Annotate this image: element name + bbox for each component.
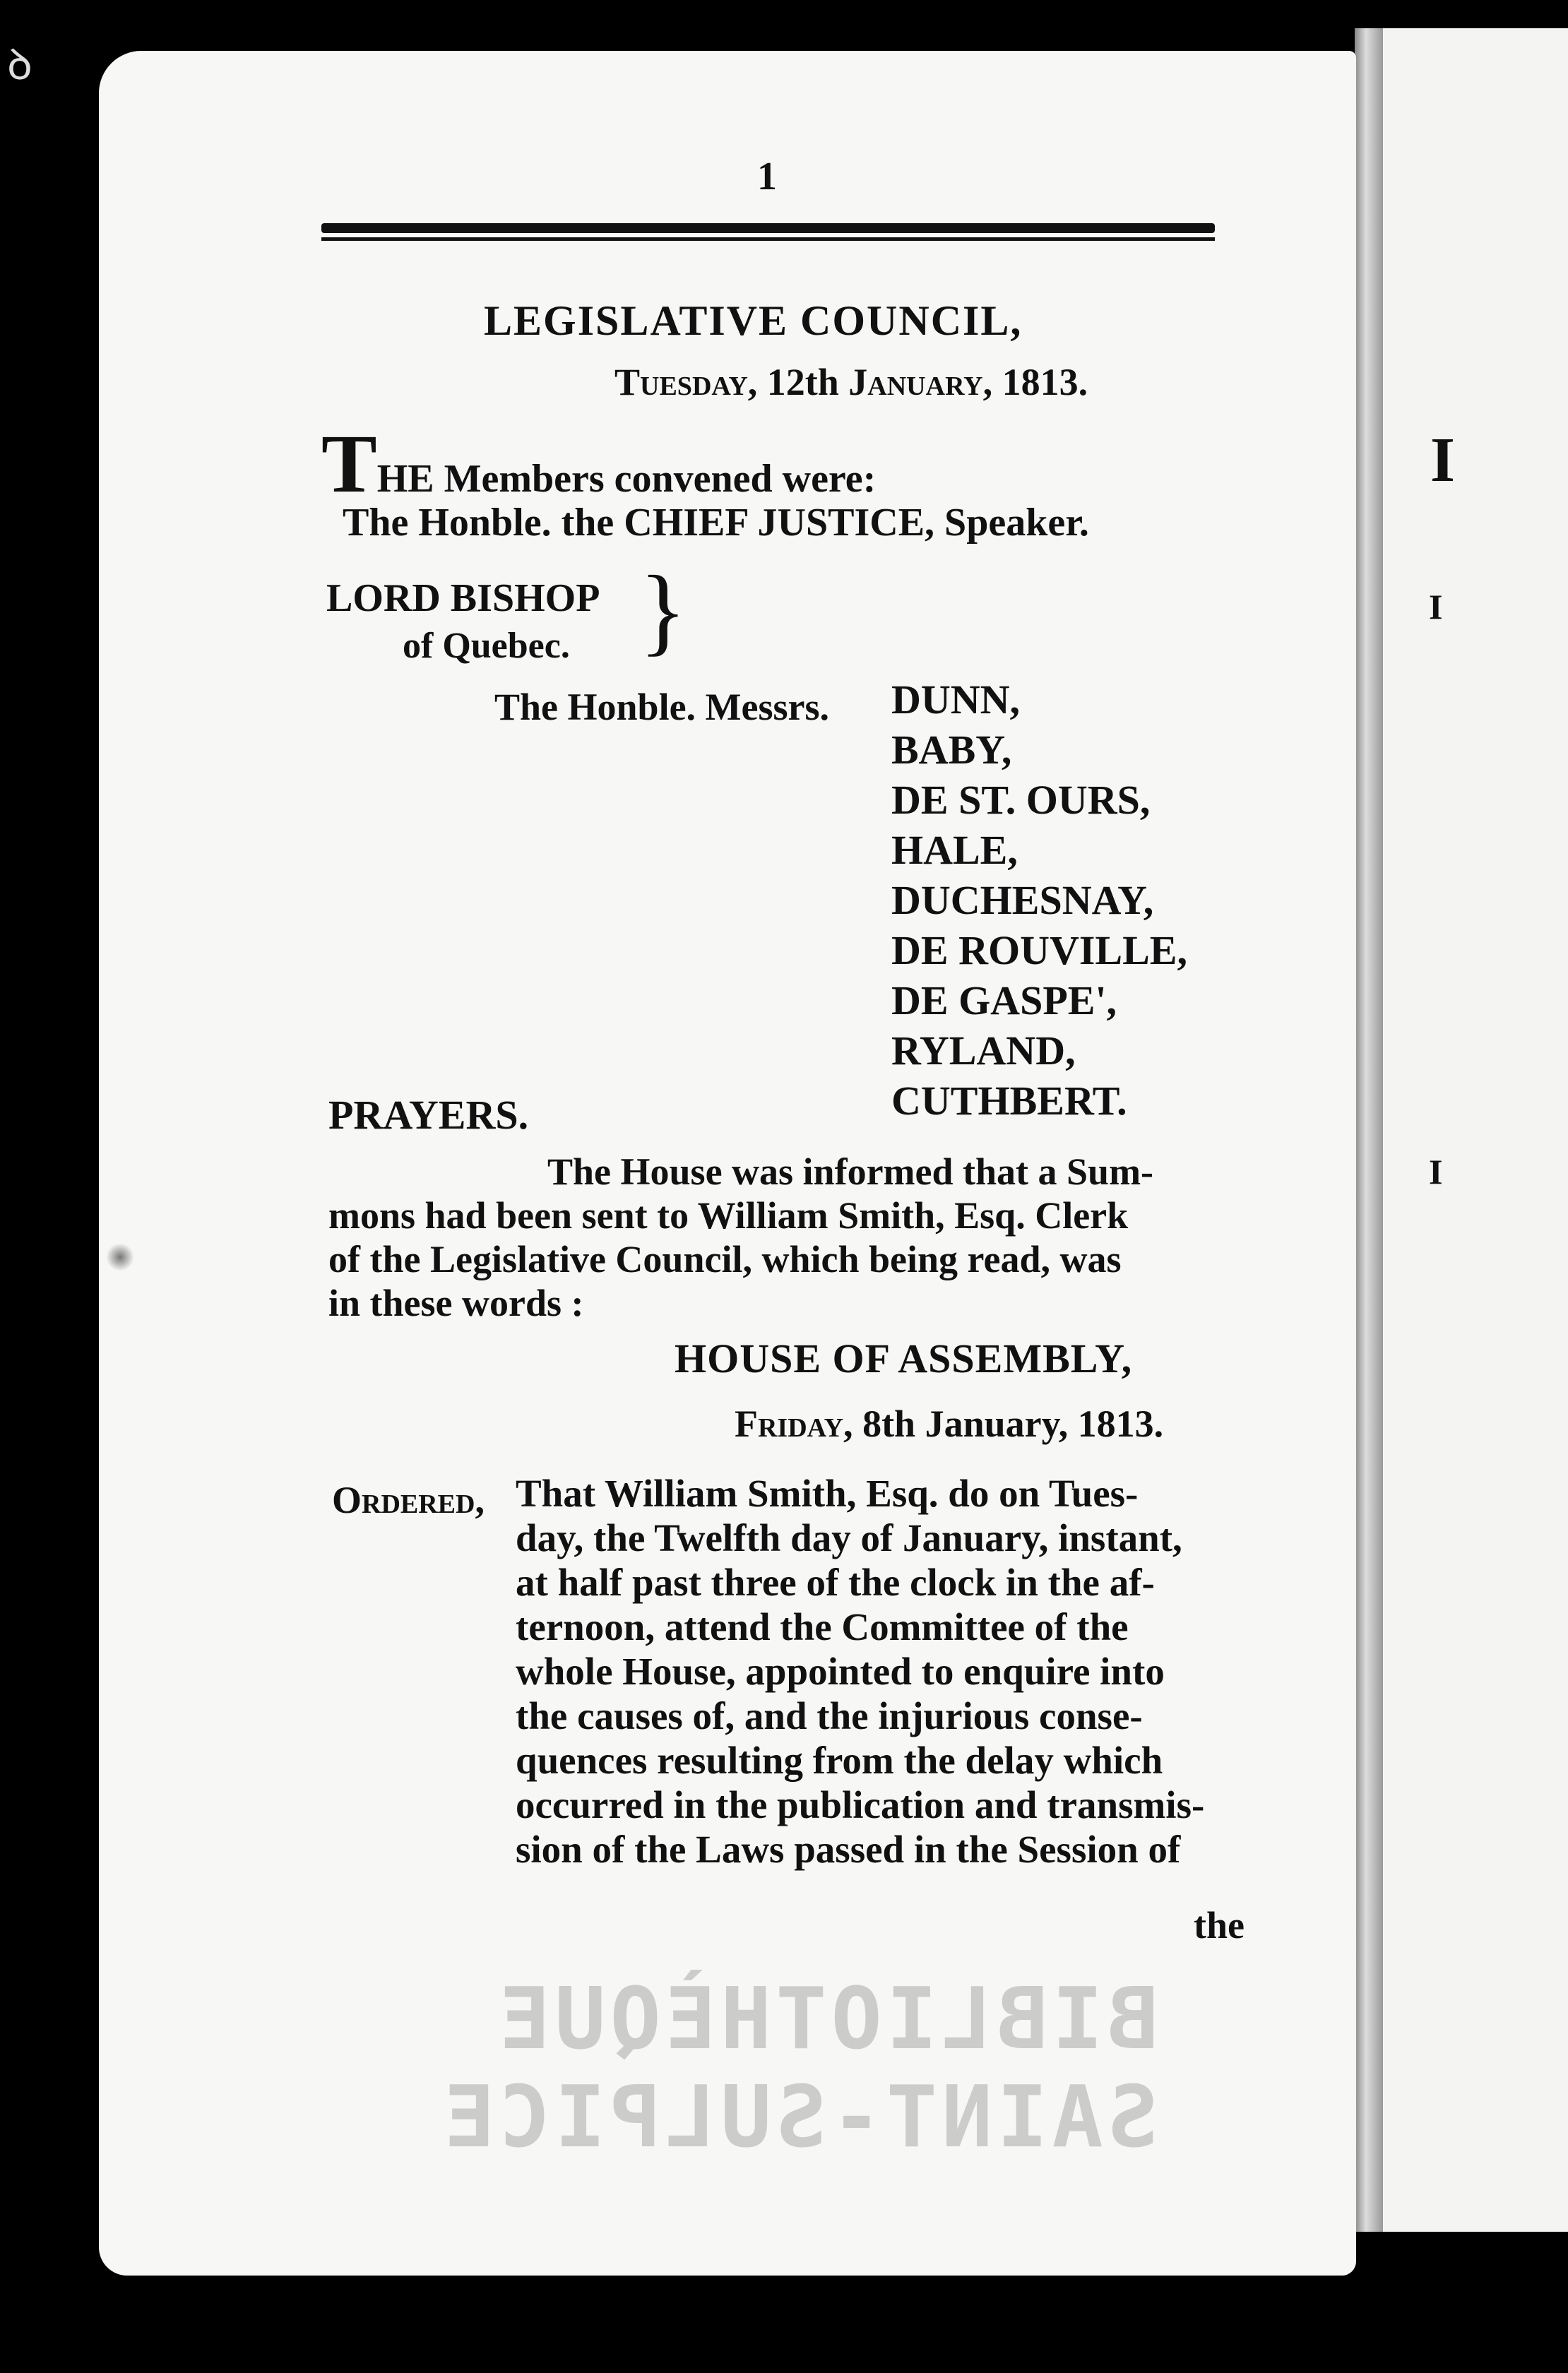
ordered-line: occurred in the publication and transmis- xyxy=(516,1783,1205,1826)
ordered-line: That William Smith, Esq. do on Tues- xyxy=(516,1472,1139,1515)
bishop-title: LORD BISHOP xyxy=(326,576,600,620)
ordered-label: Ordered, xyxy=(332,1479,485,1521)
assembly-date-rest: 8th January, 1813. xyxy=(862,1403,1164,1445)
member-name: CUTHBERT. xyxy=(891,1078,1127,1124)
member-name: BABY, xyxy=(891,727,1012,773)
paragraph-line: of the Legislative Council, which being read, was xyxy=(328,1238,1122,1280)
book-spine xyxy=(1355,28,1383,2232)
paragraph-line: in these words : xyxy=(328,1282,584,1324)
member-name: DE ROUVILLE, xyxy=(891,927,1187,973)
facing-page-glyph: I xyxy=(1429,587,1443,626)
assembly-heading: HOUSE OF ASSEMBLY, xyxy=(675,1336,1133,1381)
member-name: RYLAND, xyxy=(891,1028,1076,1074)
ordered-line: the causes of, and the injurious conse- xyxy=(516,1694,1143,1737)
summons-paragraph xyxy=(328,1150,1153,1325)
intro-text: HE Members convened were: xyxy=(376,457,877,501)
date-year: 1813. xyxy=(1002,361,1088,403)
member-name: DUCHESNAY, xyxy=(891,877,1154,923)
ordered-line: at half past three of the clock in the af- xyxy=(516,1561,1155,1604)
section-heading: LEGISLATIVE COUNCIL, xyxy=(484,297,1023,344)
member-name: DE ST. OURS, xyxy=(891,777,1151,823)
ordered-line: quences resulting from the delay which xyxy=(516,1739,1163,1782)
header-rule xyxy=(321,223,1215,233)
date-day: Tuesday, xyxy=(614,361,758,403)
ordered-line: sion of the Laws passed in the Session of xyxy=(516,1828,1181,1871)
facing-page-glyph: I xyxy=(1429,1152,1443,1191)
stamp-line: BIBLIOTHÈQUE xyxy=(495,1970,1158,2069)
bishop-brace: } xyxy=(639,556,687,665)
facing-page xyxy=(1381,28,1568,2232)
paragraph-line: mons had been sent to William Smith, Esq. Clerk xyxy=(328,1194,1129,1237)
ordered-line: day, the Twelfth day of January, instant, xyxy=(516,1516,1182,1559)
bishop-see: of Quebec. xyxy=(403,626,570,666)
session-date xyxy=(614,360,1088,404)
intro-line xyxy=(321,417,877,510)
facing-page-glyph: I xyxy=(1430,425,1456,495)
assembly-date-day: Friday, xyxy=(735,1403,853,1445)
scan-smudge xyxy=(106,1243,134,1271)
header-rule-thin xyxy=(321,237,1215,241)
ordered-line: ternoon, attend the Committee of the xyxy=(516,1605,1129,1648)
library-stamp-watermark xyxy=(439,1970,1158,2168)
members-list xyxy=(891,674,1187,1126)
catchword: the xyxy=(1194,1904,1245,1946)
paragraph-line: The House was informed that a Sum- xyxy=(547,1150,1154,1193)
date-month: January, xyxy=(848,361,993,403)
page-number: 1 xyxy=(757,155,777,198)
member-name: HALE, xyxy=(891,827,1018,873)
drop-cap: T xyxy=(321,417,377,510)
messrs-label: The Honble. Messrs. xyxy=(494,686,830,728)
stamp-line: SAINT-SULPICE xyxy=(439,2069,1158,2167)
date-day-number: 12th xyxy=(766,361,839,403)
member-name: DUNN, xyxy=(891,677,1021,722)
corner-mark-glyph: ꝺ xyxy=(7,42,32,88)
member-name: DE GASPE', xyxy=(891,977,1117,1023)
speaker-line: The Honble. the CHIEF JUSTICE, Speaker. xyxy=(343,501,1089,545)
ordered-line: whole House, appointed to enquire into xyxy=(516,1650,1165,1693)
prayers-heading: PRAYERS. xyxy=(328,1092,529,1138)
assembly-date xyxy=(735,1402,1163,1446)
ordered-paragraph xyxy=(516,1471,1204,1872)
